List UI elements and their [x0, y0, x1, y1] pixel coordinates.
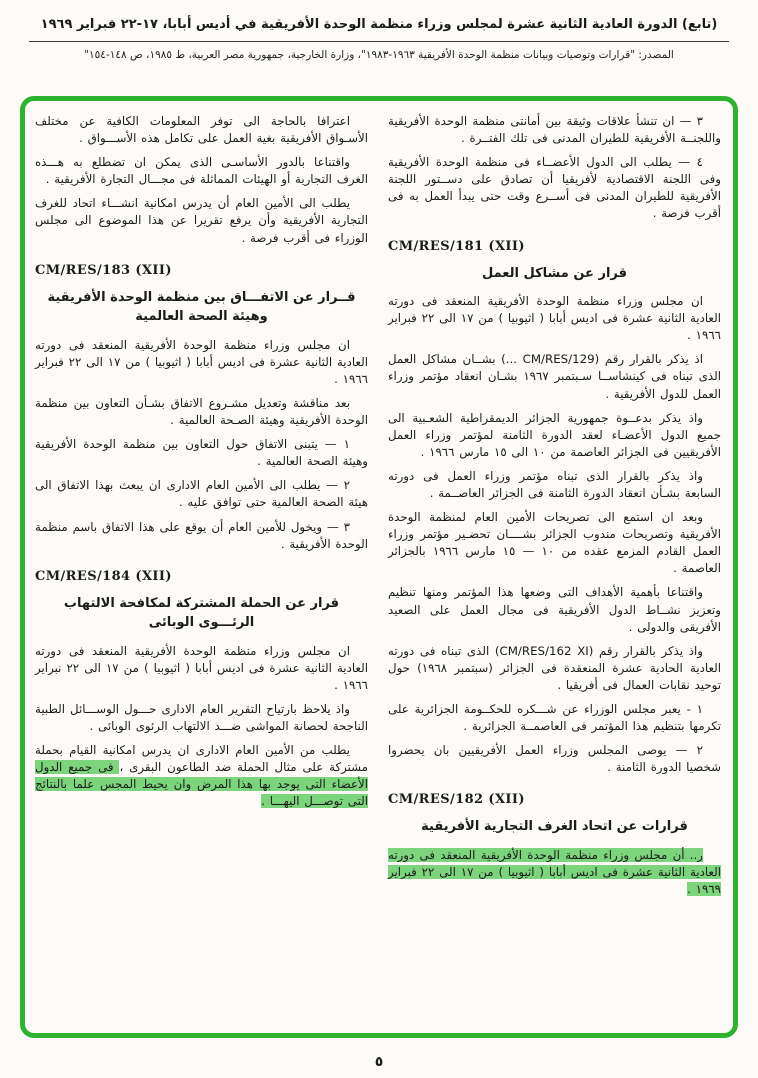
paragraph	[388, 154, 721, 222]
paragraph	[35, 742, 368, 810]
paragraph	[35, 701, 368, 735]
paragraph	[35, 195, 368, 246]
paragraph-text: يطلب من الأمين العام الادارى ان يدرس امكانية القيام بحملة مشتركة على مثال الحملة ضد الطاعون البقرى ،	[35, 743, 368, 775]
paragraph	[35, 519, 368, 553]
paragraph	[388, 742, 721, 776]
paragraph	[388, 584, 721, 635]
paragraph	[35, 154, 368, 188]
paragraph-text: وبعد ان استمع الى تصريحات الأمين العام لمنظمة الوحدة الأفريقية وتصريحات مندوب الجزائر بشــــان تحضـير مؤتمر وزراء العمل القادم المزمع عقده من ١٠ — ١٥ مارس ١٩٦٦ بالجزائر العاصمة .	[388, 510, 722, 576]
paragraph-text: اعترافا بالحاجة الى توفر المعلومات الكافية عن مختلف الأسـواق الأفريقية بغية العمل على تكامل هذه الأســـواق .	[35, 114, 368, 146]
resolution-heading: قرار عن الحملة المشتركة لمكافحة الالتهاب الرئـــوى الوبائى	[63, 595, 340, 631]
paragraph	[35, 436, 368, 470]
paragraph	[388, 113, 721, 147]
paragraph-text: واذ يلاحظ بارتياح التقرير العام الادارى حـــول الوســـائل الطبية الناجحة لحصانة المواشى ضـــد الالتهاب الرئوى الوبائى .	[35, 701, 368, 734]
header-divider	[29, 41, 729, 42]
paragraph-text: ان مجلس وزراء منظمة الوحدة الأفريقية المنعقد فى دورته العادية الثانية عشرة فى اديس أبابا ( اثيوبيا ) من ١٧ الى ٢٢ فبراير ١٩٦٦ .	[388, 294, 721, 343]
resolution-heading: قرارات عن اتحاد الغرف التجارية الأفريقية	[421, 819, 688, 835]
paragraph	[388, 643, 721, 694]
page-header	[0, 0, 758, 63]
paragraph	[35, 395, 368, 429]
paragraph-text: اذ يذكر بالقرار رقم (CM/RES/129 ...) بشــان مشاكل العمل الذى تبناه فى كينشاســا سـبتمبر ١٩٦٧ بشـان انعقاد مؤتمر وزراء العمل للدول الأفريقية .	[388, 352, 722, 401]
paragraph	[388, 293, 721, 344]
resolution-number: CM/RES/182 (XII)	[388, 792, 525, 808]
highlighted-text: ر.. أن مجلس وزراء منظمة الوحدة الأفريقية المنعقد فى دورته العادية الثانية عشرة فى اديس أبابا ( اثيوبيا ) من ١٧ الى ٢٢ فبراير ١٩٦٩ .	[388, 847, 721, 897]
paragraph	[388, 847, 721, 898]
paragraph	[388, 410, 721, 461]
resolution-heading: قرار عن مشاكل العمل	[481, 265, 627, 281]
resolution-number: CM/RES/183 (XII)	[35, 262, 172, 278]
resolution-heading: قــرار عن الاتفـــاق بين منظمة الوحدة الأفريقية وهيئة الصحة العالمية	[47, 289, 356, 325]
paragraph-text: ٢ — يطلب الى الأمين العام الادارى ان يبعث بهذا الاتفاق الى هيئة الصحة العالمية حتى توافق عليه .	[35, 478, 368, 510]
paragraph-text: ان مجلس وزراء منظمة الوحدة الأفريقية المنعقد فى دورته العادية الثانية عشرة فى اديس أبابا ( اثيوبيا ) من ١٧ الى ٢٢ نبراير ١٩٦٦ .	[35, 643, 368, 692]
paragraph-text: واقتناعا بالدور الأساسـى الذى يمكن ان تضطلع به هـــذه الغرف التجارية أو الهيئات المماثلة فى مجـــال التجارة الأفريقية .	[35, 155, 368, 187]
resolution-number: CM/RES/184 (XII)	[35, 568, 172, 584]
paragraph	[35, 477, 368, 511]
column-left	[35, 113, 368, 1025]
paragraph-text: يطلب الى الأمين العام أن يدرس امكانية انشـــاء اتحاد للغرف التجارية الأفريقية وأن يرفع تقريرا عن هذا الموضوع الى مجلس الوزراء فى أقرب فرصة .	[35, 196, 368, 245]
green-annotation-box	[20, 96, 738, 1038]
paragraph	[388, 468, 721, 502]
paragraph-text: ١ - يعبر مجلس الوزراء عن شـــكره للحكــومة الجزائرية على تكرمها بتنظيم هذا المؤتمر فى العاصمــة الجزائرية .	[388, 702, 721, 734]
paragraph-text: واذ يذكر بالقرار رقم (CM/RES/162 XI) الذى تبناه فى دورته العادية الحادية عشرة المنعقدة فى الجزائر (سبتمبر ١٩٦٨) حول توحيد نقابات العمال فى أفريقيا .	[388, 643, 722, 692]
paragraph	[35, 643, 368, 694]
paragraph	[35, 113, 368, 147]
column-right	[388, 113, 721, 1025]
page-number: ٥	[374, 1054, 384, 1070]
source-citation: المصدر: "قرارات وتوصيات وبيانات منظمة الوحدة الأفريقية ١٩٦٣-١٩٨٣"، وزارة الخارجية، جمهورية مصر العربية، ط ١٩٨٥، ص ١٤٨-١٥٤"	[84, 49, 674, 62]
paragraph-text: واذ يذكر بدعــوة جمهورية الجزائر الديمقراطية الشعـبية الى جميع الدول الأعضـاء لعقد الدورة الثامنة لمؤتمر وزراء العمل الأفريقيين فى الجزائر العاصمة من ١٠ الى ١٥ مارس ١٩٦٦ .	[388, 410, 721, 459]
paragraph-text: ٣ — ويخول للأمين العام أن يوقع على هذا الاتفاق باسم منظمة الوحدة الأفريقية .	[35, 519, 368, 551]
paragraph-text: ان مجلس وزراء منظمة الوحدة الأفريقية المنعقد فى دورته العادية الثانية عشرة فى اديس أبابا ( اثيوبيا ) من ١٧ الى ٢٢ فبراير ١٩٦٦ .	[35, 337, 368, 386]
paragraph-text: بعد مناقشة وتعديل مشـروع الاتفاق بشـأن التعاون بين منظمة الوحدة الأفريقية وهيئة الصـحة العالمية .	[35, 395, 368, 428]
paragraph	[388, 351, 721, 402]
resolution-number: CM/RES/181 (XII)	[388, 238, 525, 254]
highlighted-text: فى جميع الدول الأعضاء التى يوجد بها هذا المرض وان يحيط المجس علما بالنتائج التى توصـــل اليهـــا .	[35, 760, 368, 809]
paragraph	[388, 509, 721, 577]
paragraph-text: ٤ — يطلب الى الدول الأعضــاء فى منظمة الوحدة الأفريقية وفى اللجنة الاقتصادية لأفريقيا أن تصادق على دســتور اللجنة الأفريقية للطيران المدنى فى أســرع وقت حتى يبدأ العمل به فى أقرب فرصة .	[388, 155, 721, 221]
paragraph	[35, 337, 368, 388]
paragraph-text: ٣ — ان تنشأ علاقات وثيقة بين أمانتى منظمة الوحدة الأفريقية واللجنــة الأفريقية للطيران المدنى فى تلك الفتــرة .	[388, 114, 721, 146]
paragraph	[388, 701, 721, 735]
paragraph-text: ١ — يتبنى الاتفاق حول التعاون بين منظمة الوحدة الأفريقية وهيئة الصحة العالمية .	[35, 437, 368, 469]
paragraph-text: واذ يذكر بالقرار الذى تبناه مؤتمر وزراء العمل فى دورته السابعة بشـأن انعقاد الدورة الثامنة فى الجزائر العاصــمة .	[388, 468, 721, 500]
paragraph-text: واقتناعا بأهمية الأهداف التى وضعها هذا المؤتمر ومنها تنظيم وتعزيز نشــاط الدول الأفريقية فى مجال العمل على الصعيد الأفريقى والدولى .	[388, 585, 721, 634]
document-title: (تابع) الدورة العادية الثانية عشرة لمجلس وزراء منظمة الوحدة الأفريقية في أديس أبابا، ١٧-٢٢ فبراير ١٩٦٩	[40, 17, 718, 32]
paragraph-text: ٢ — يوصى المجلس وزراء العمل الأفريقيين بان يحضروا شخصيا الدورة الثامنة .	[388, 743, 721, 775]
two-column-layout	[35, 113, 721, 1025]
